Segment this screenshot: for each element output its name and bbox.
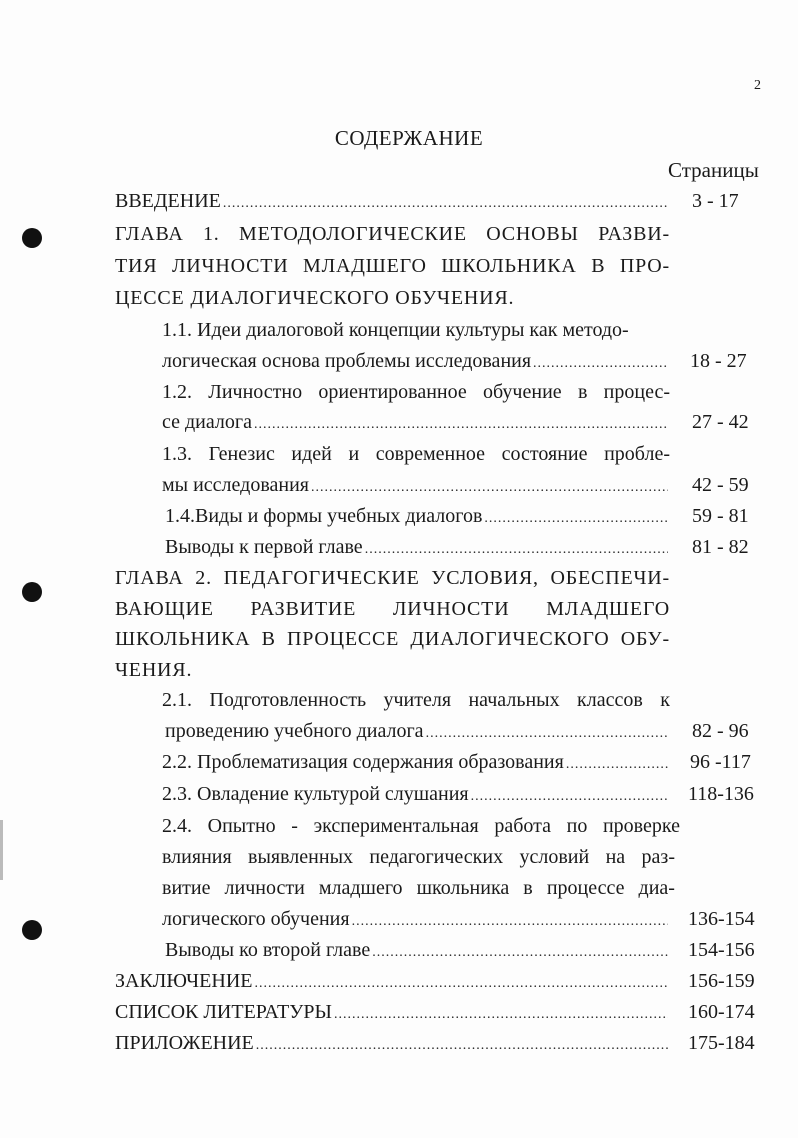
word: процессе [546,877,625,899]
word: 1. [203,223,220,245]
chapter-2-heading-line[interactable] [115,598,670,621]
toc-entry-1-3[interactable] [162,474,670,497]
leader-dots [426,726,668,742]
word: работа [494,815,551,837]
word: ПРО- [619,255,670,277]
toc-entry-label: мы исследования [162,474,309,496]
word: и [348,443,360,465]
word: ОБУ- [620,628,670,650]
leader-dots [254,976,668,992]
word: проверке [602,815,680,837]
toc-entry-2-1-line[interactable] [162,689,670,712]
chapter-1-heading-line[interactable] [115,223,670,246]
toc-entry-label: ВВЕДЕНИЕ [115,190,221,212]
word: ГЛАВА [115,567,184,589]
word: УСЛОВИЯ, [431,567,539,589]
word: Подготовленность [209,689,367,711]
toc-entry-2-4-line[interactable] [162,877,675,900]
leader-dots [223,196,668,212]
toc-entry-1-4[interactable] [165,505,670,528]
word: ПРОЦЕССЕ [286,628,400,650]
toc-entry-2-2[interactable] [162,751,670,774]
toc-entry-appendix[interactable] [115,1032,670,1055]
word: ГЛАВА [115,223,184,245]
word: ЛИЧНОСТИ [171,255,289,277]
toc-page-ref: 156-159 [688,970,755,992]
leader-dots [566,757,668,773]
page-title: СОДЕРЖАНИЕ [334,126,484,150]
word: младшего [318,877,403,899]
toc-page-ref: 154-156 [688,939,755,961]
word: 2.1. [162,689,192,711]
word: педагогических [369,846,504,868]
chapter-2-heading-line[interactable]: ЧЕНИЯ. [115,659,193,681]
word: Генезис [208,443,275,465]
leader-dots [256,1038,668,1054]
toc-entry-label: 2.3. Овладение культурой слушания [162,783,469,805]
leader-dots [365,542,668,558]
word: ОБЕСПЕЧИ- [550,567,670,589]
word: ВАЮЩИЕ [115,598,214,620]
toc-entry-label: ЗАКЛЮЧЕНИЕ [115,970,253,992]
toc-entry-label: логического обучения [162,908,350,930]
word: к [660,689,670,711]
word: условий [519,846,590,868]
toc-entry-2-4-line[interactable] [162,815,680,838]
word: РАЗВИТИЕ [250,598,357,620]
toc-page-ref: 82 - 96 [692,720,749,742]
word: ПЕДАГОГИЧЕСКИЕ [223,567,420,589]
leader-dots [311,480,668,496]
toc-entry-1-2-line[interactable] [162,381,670,404]
toc-entry-1-2[interactable] [162,411,670,434]
word: 2. [195,567,212,589]
leader-dots [471,789,668,805]
word: в [523,877,533,899]
word: В [261,628,276,650]
word: ШКОЛЬНИКА [115,628,251,650]
word: Опытно [207,815,276,837]
punch-hole [22,920,42,940]
word: начальных [468,689,560,711]
toc-entry-1-1[interactable] [162,350,670,373]
word: ШКОЛЬНИКА [441,255,577,277]
word: школьника [416,877,510,899]
word: влияния [162,846,232,868]
word: МЕТОДОЛОГИЧЕСКИЕ [239,223,467,245]
toc-entry-label: СПИСОК ЛИТЕРАТУРЫ [115,1001,332,1023]
chapter-2-heading-line[interactable] [115,628,670,651]
word: обучение [483,381,562,403]
word: ТИЯ [115,255,158,277]
toc-page-ref: 27 - 42 [692,411,749,433]
toc-page-ref: 160-174 [688,1001,755,1023]
leader-dots [254,417,668,433]
leader-dots [334,1007,668,1023]
chapter-2-heading-line[interactable] [115,567,670,590]
word: экспериментальная [313,815,479,837]
word: - [291,815,298,837]
word: состояние [501,443,588,465]
toc-entry-1-3-line[interactable] [162,443,670,466]
toc-entry-literature[interactable] [115,1001,670,1024]
word: ЛИЧНОСТИ [392,598,510,620]
toc-entry-2-4-line[interactable] [162,846,675,869]
toc-entry-2-3[interactable] [162,783,670,806]
word: МЛАДШЕГО [303,255,427,277]
toc-entry-label: 2.2. Проблематизация содержания образования [162,751,564,773]
word: 1.2. [162,381,192,403]
word: 1.3. [162,443,192,465]
leader-dots [533,356,668,372]
word: выявленных [248,846,354,868]
punch-hole [22,582,42,602]
word: МЛАДШЕГО [546,598,670,620]
word: РАЗВИ- [598,223,670,245]
word: витие [162,877,211,899]
word: В [591,255,606,277]
toc-entry-label: се диалога [162,411,252,433]
word: идей [291,443,332,465]
word: 2.4. [162,815,192,837]
toc-entry-label: ПРИЛОЖЕНИЕ [115,1032,254,1054]
toc-page-ref: 18 - 27 [690,350,747,372]
toc-entry-label: 1.4.Виды и формы учебных диалогов [165,505,483,527]
page-number: 2 [754,78,761,93]
toc-page-ref: 118-136 [688,783,754,805]
word: личности [224,877,305,899]
toc-entry-conclusion[interactable] [115,970,670,993]
toc-entry-label: логическая основа проблемы исследования [162,350,532,372]
pages-column-header: Страницы [668,158,759,182]
word: ДИАЛОГИЧЕСКОГО [410,628,610,650]
word: в [577,381,588,403]
toc-entry-conclusions-1[interactable] [165,536,670,559]
leader-dots [372,945,668,961]
toc-entry-conclusions-2[interactable] [165,939,670,962]
word: ориентированное [318,381,467,403]
leader-dots [352,914,668,930]
toc-entry-2-4[interactable] [162,908,670,931]
word: пробле- [604,443,670,465]
toc-entry-intro[interactable] [115,190,670,213]
toc-page-ref: 96 -117 [690,751,751,773]
scan-edge-mark [0,820,3,880]
leader-dots [484,511,668,527]
word: на [605,846,626,868]
word: процес- [603,381,670,403]
toc-page-ref: 175-184 [688,1032,755,1054]
word: по [566,815,588,837]
word: современное [375,443,486,465]
toc-entry-label: проведению учебного диалога [165,720,424,742]
word: диа- [638,877,675,899]
toc-page-ref: 136-154 [688,908,755,930]
toc-page-ref: 42 - 59 [692,474,749,496]
toc-page-ref: 3 - 17 [692,190,739,212]
punch-hole [22,228,42,248]
toc-page-ref: 59 - 81 [692,505,749,527]
toc-entry-label: Выводы ко второй главе [165,939,371,961]
toc-entry-label: Выводы к первой главе [165,536,363,558]
chapter-1-heading-line[interactable] [115,255,670,278]
word: Личностно [208,381,303,403]
word: ОСНОВЫ [486,223,579,245]
toc-entry-2-1[interactable] [165,720,670,743]
word: раз- [641,846,675,868]
word: учителя [383,689,452,711]
toc-entry-1-1-line[interactable]: 1.1. Идеи диалоговой концепции культуры как методо- [162,319,629,341]
toc-page-ref: 81 - 82 [692,536,749,558]
chapter-1-heading-line[interactable]: ЦЕССЕ ДИАЛОГИЧЕСКОГО ОБУЧЕНИЯ. [115,287,515,309]
word: классов [577,689,643,711]
